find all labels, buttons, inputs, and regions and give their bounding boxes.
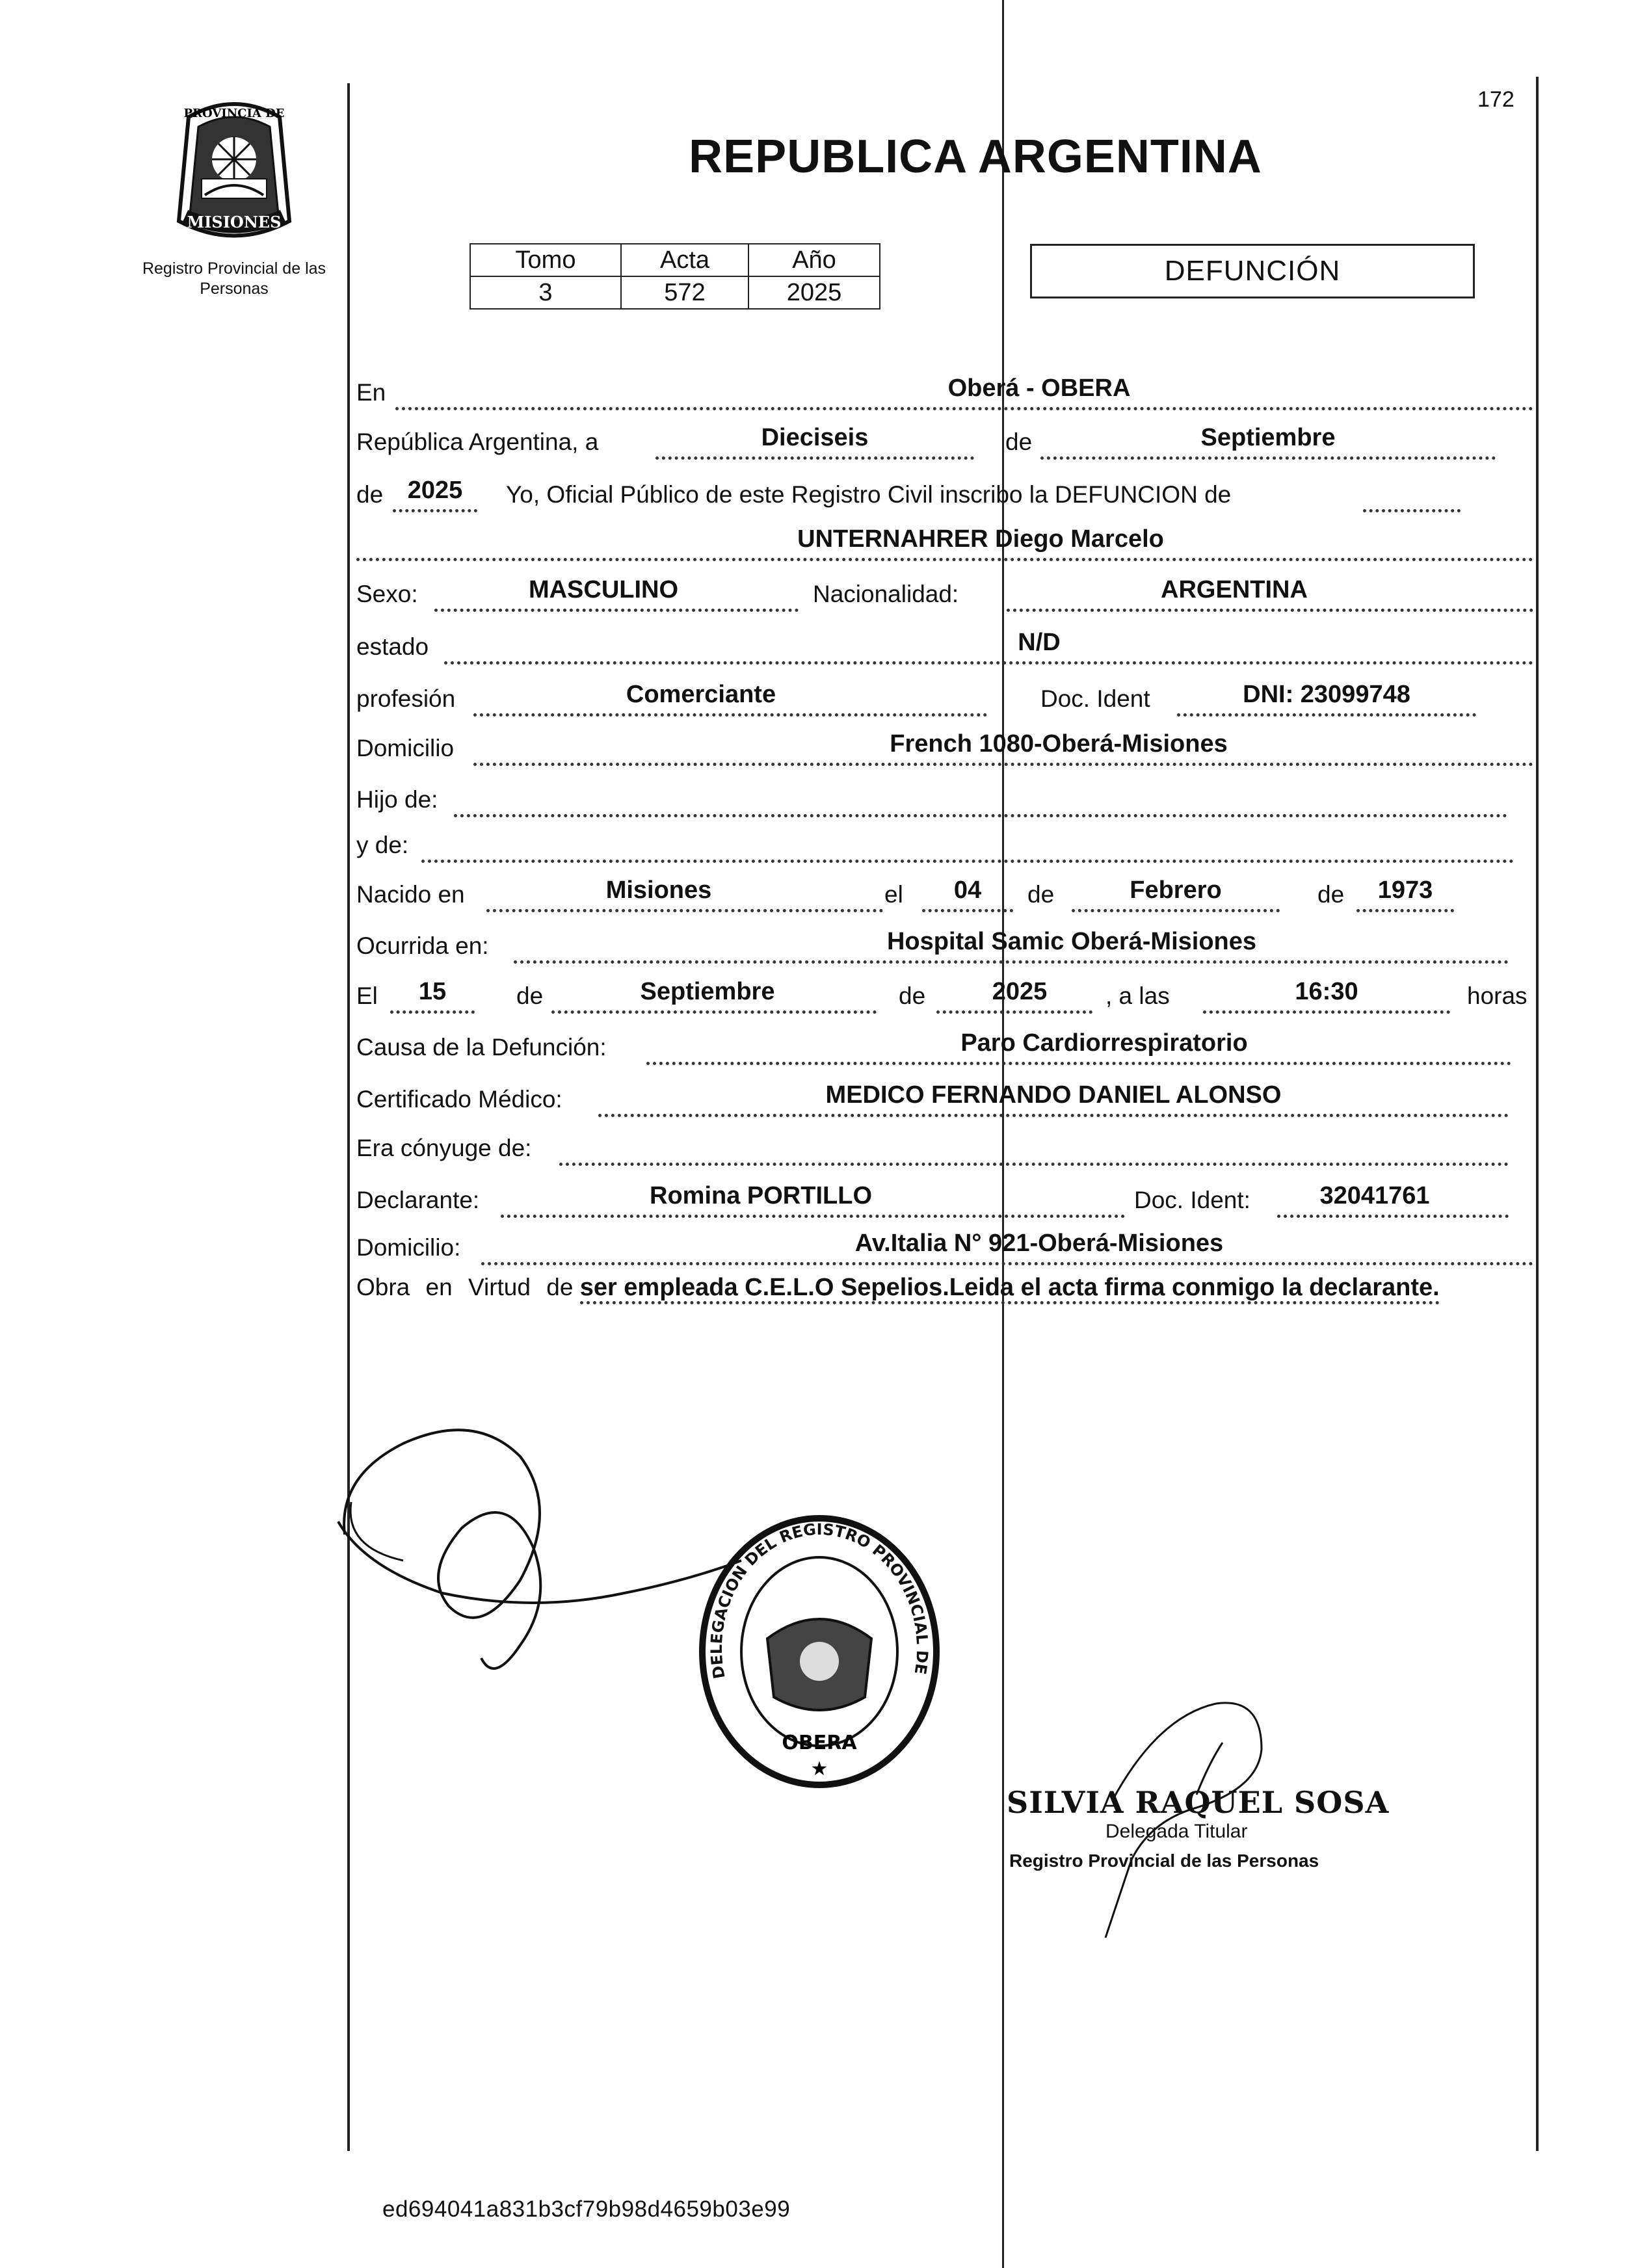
dia-value: Dieciseis (761, 424, 869, 451)
fecha-mes-line (551, 1010, 877, 1014)
certificado-line (598, 1114, 1509, 1117)
acta-value-acta: 572 (621, 276, 748, 309)
official-org: Registro Provincial de las Personas (1009, 1851, 1319, 1871)
yo-text: Yo, Oficial Público de este Registro Civil inscribo la DEFUNCION de (506, 481, 1232, 508)
fecha-dia-value: 15 (418, 978, 447, 1005)
profesion-label: profesión (356, 685, 456, 712)
declarante-line (501, 1215, 1125, 1218)
official-role: Delegada Titular (1105, 1821, 1248, 1842)
fecha-de1-label: de (516, 982, 544, 1009)
obra-en-virtud (356, 1271, 1533, 1304)
causa-value: Paro Cardiorrespiratorio (960, 1029, 1248, 1057)
fecha-dia-line (390, 1010, 475, 1014)
causa-line (646, 1062, 1511, 1065)
row-conyuge (356, 1123, 1533, 1171)
certificado-label: Certificado Médico: (356, 1086, 562, 1113)
left-margin-rule (347, 83, 350, 2151)
row-ocurrida (356, 921, 1533, 969)
nacido-lugar-line (486, 909, 883, 912)
decl-doc-label: Doc. Ident: (1134, 1187, 1250, 1213)
nacido-de2-label: de (1317, 881, 1345, 908)
nombre-line (356, 558, 1533, 561)
decl-domicilio-value: Av.Italia N° 921-Oberá-Misiones (854, 1230, 1224, 1257)
acta-header-acta: Acta (621, 244, 748, 276)
dia-line (655, 456, 974, 460)
ocurrida-label: Ocurrida en: (356, 932, 489, 959)
conyuge-line (559, 1163, 1509, 1166)
sexo-value: MASCULINO (528, 576, 679, 603)
domicilio-line (473, 763, 1533, 766)
fecha-anio-line (936, 1010, 1092, 1014)
nacido-mes-line (1072, 909, 1280, 912)
domicilio-label: Domicilio (356, 735, 455, 761)
row-sexo (356, 569, 1533, 617)
nacido-dia-value: 04 (953, 877, 982, 904)
row-nombre (356, 518, 1533, 566)
nacido-el-label: el (884, 881, 903, 908)
mes-value: Septiembre (1200, 424, 1336, 451)
profesion-value: Comerciante (626, 681, 776, 708)
row-causa (356, 1022, 1533, 1070)
nacido-anio-value: 1973 (1377, 877, 1433, 904)
nacido-label: Nacido en (356, 881, 465, 908)
provincial-seal-logo (163, 98, 306, 244)
nombre-value: UNTERNAHRER Diego Marcelo (797, 525, 1164, 553)
page-number: 172 (1477, 87, 1515, 112)
row-fecha-inscripcion (356, 417, 1533, 465)
estado-label: estado (356, 633, 429, 660)
row-domicilio (356, 723, 1533, 771)
lugar-value: Oberá - OBERA (947, 375, 1131, 402)
nacido-mes-value: Febrero (1130, 877, 1222, 904)
mes-line (1040, 456, 1496, 460)
acta-value-tomo: 3 (470, 276, 621, 309)
row-declarante (356, 1175, 1533, 1223)
office-stamp (689, 1509, 949, 1795)
row-fecha-defuncion (356, 971, 1533, 1019)
page-title: REPUBLICA ARGENTINA (689, 131, 1262, 183)
fecha-mes-value: Septiembre (640, 978, 775, 1005)
document-hash: ed694041a831b3cf79b98d4659b03e99 (382, 2196, 791, 2222)
de-label: de (1005, 429, 1033, 455)
sexo-line (434, 609, 799, 612)
row-nacido (356, 869, 1533, 917)
svg-text:PROVINCIA DE: PROVINCIA DE (183, 107, 285, 120)
official-name: SILVIA RAQUEL SOSA (1007, 1785, 1390, 1820)
nacionalidad-label: Nacionalidad: (813, 581, 959, 607)
conyuge-label: Era cónyuge de: (356, 1135, 532, 1161)
registry-label: Registro Provincial de las Personas (142, 259, 326, 298)
row-lugar (356, 367, 1533, 415)
fecha-anio-value: 2025 (992, 978, 1048, 1005)
y-de-line (421, 860, 1514, 863)
fecha-el-label: El (356, 982, 378, 1009)
profesion-line (473, 713, 987, 717)
obra-text: ser empleada C.E.L.O Sepelios.Leida el acta firma conmigo la declarante. (580, 1274, 1440, 1304)
acta-header-anio: Año (748, 244, 880, 276)
doc-label: Doc. Ident (1040, 685, 1150, 712)
ocurrida-value: Hospital Samic Oberá-Misiones (886, 928, 1257, 955)
nacionalidad-line (1007, 609, 1533, 612)
decl-domicilio-line (481, 1262, 1533, 1265)
anio-line (393, 509, 477, 512)
stamp-city: OBERA (782, 1732, 857, 1754)
y-de-label: y de: (356, 832, 409, 858)
anio-prefix: de (356, 481, 384, 508)
acta-value-anio: 2025 (748, 276, 880, 309)
doc-value: DNI: 23099748 (1243, 681, 1410, 708)
declarante-label: Declarante: (356, 1187, 480, 1213)
row-decl-domicilio (356, 1222, 1533, 1271)
doc-line (1177, 713, 1476, 717)
nacionalidad-value: ARGENTINA (1161, 576, 1308, 603)
stamp-ring-text: DELEGACION DEL REGISTRO PROVINCIAL DE (707, 1520, 932, 1680)
defuncion-de-line (1363, 509, 1461, 512)
decl-domicilio-label: Domicilio: (356, 1234, 461, 1261)
decl-doc-line (1277, 1215, 1509, 1218)
nacido-lugar-value: Misiones (605, 877, 712, 904)
lugar-label: En (356, 379, 386, 406)
row-certificado (356, 1074, 1533, 1122)
acta-header-tomo: Tomo (470, 244, 621, 276)
hijo-line (454, 814, 1507, 817)
right-margin-rule (1536, 77, 1539, 2151)
sexo-label: Sexo: (356, 581, 418, 607)
declarante-value: Romina PORTILLO (650, 1182, 872, 1209)
row-estado (356, 622, 1533, 670)
nacido-anio-line (1356, 909, 1454, 912)
ocurrida-line (514, 960, 1509, 964)
stamp-star-icon: ★ (810, 1758, 828, 1780)
lugar-line (395, 407, 1533, 410)
republica-label: República Argentina, a (356, 429, 599, 455)
row-y-de (356, 820, 1533, 868)
estado-value: N/D (1018, 629, 1061, 656)
causa-label: Causa de la Defunción: (356, 1034, 607, 1061)
nacido-de1-label: de (1027, 881, 1055, 908)
anio-value: 2025 (407, 477, 463, 504)
obra-label: Obra en Virtud de (356, 1274, 574, 1300)
acta-table (470, 243, 880, 310)
hijo-label: Hijo de: (356, 786, 438, 813)
row-profesion (356, 674, 1533, 722)
svg-text:MISIONES: MISIONES (187, 213, 282, 231)
row-anio-yo (356, 469, 1533, 518)
a-las-label: , a las (1105, 982, 1170, 1009)
row-hijo (356, 774, 1533, 823)
hora-value: 16:30 (1295, 978, 1358, 1005)
estado-line (444, 661, 1533, 665)
nacido-dia-line (922, 909, 1013, 912)
decl-doc-value: 32041761 (1319, 1182, 1430, 1209)
domicilio-value: French 1080-Oberá-Misiones (890, 730, 1228, 758)
record-type-box: DEFUNCIÓN (1030, 244, 1475, 298)
hora-line (1203, 1010, 1450, 1014)
fecha-de2-label: de (899, 982, 926, 1009)
certificado-value: MEDICO FERNANDO DANIEL ALONSO (825, 1081, 1282, 1109)
horas-label: horas (1467, 982, 1528, 1009)
